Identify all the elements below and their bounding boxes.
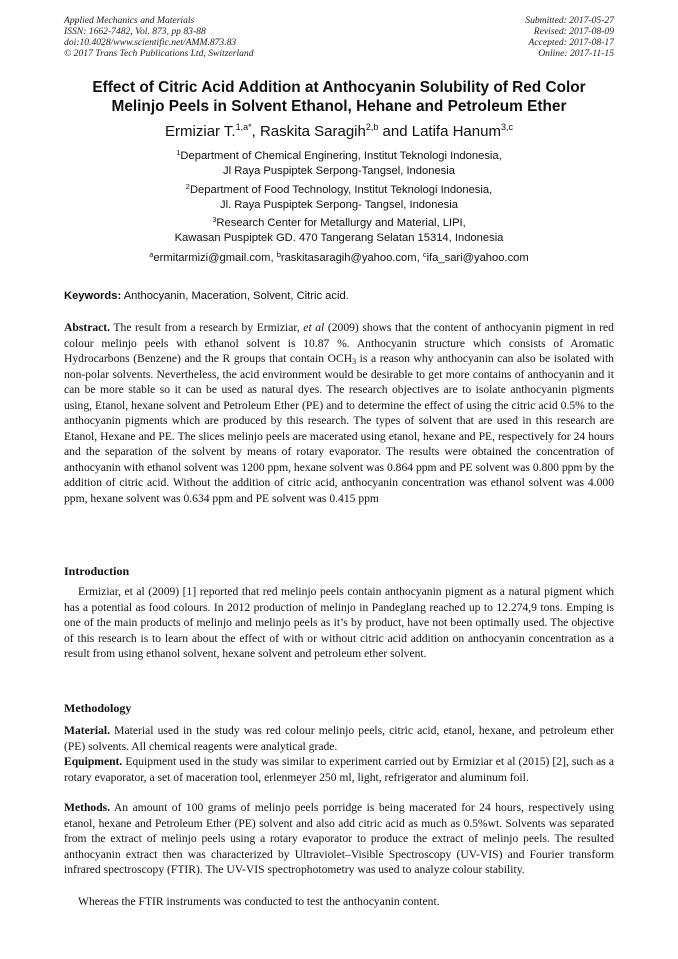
title-line-2: Melinjo Peels in Solvent Ethanol, Hehane and Petroleum Ether xyxy=(111,98,567,115)
introduction-heading: Introduction xyxy=(64,564,130,578)
author-separator: and xyxy=(378,123,412,140)
author-2: Raskita Saragih xyxy=(259,123,366,140)
email-b[interactable]: raskitasaragih@yahoo.com xyxy=(280,252,417,264)
journal-copyright: © 2017 Trans Tech Publications Ltd, Switzerland xyxy=(64,48,254,59)
email-c[interactable]: ifa_sari@yahoo.com xyxy=(426,252,529,264)
introduction-text: Ermiziar, et al (2009) [1] reported that red melinjo peels contain anthocyanin pigment as a natural pigment which has a potential as food colours. In 2012 production of melinjo in Pandeglang reached up to 12.274,9 tons. Emping is one of the main products of melinjo and melinjo peels as it’s by product, have not been optimally used. The objective of this research is to learn about the effect of with or without citric acid addition on anthocyanin concentration as a result from using ethanol solvent, hexane solvent and petroleum ether solvent. xyxy=(64,585,614,660)
email-separator: , xyxy=(270,252,277,264)
methods-text: An amount of 100 grams of melinjo peels porridge is being macerated for 24 hours, respectively using etanol, hexane and Petroleum Ether (PE) solvent and also add citric acid as much as 0.5%wt. Solvents was separated from the extract of melinjo peels using a rotary evaporator to produce the extract of melinjo peels. The resulted anthocyanin extract then was characterized by Ultraviolet–Visible Spectroscopy (UV-VIS) and Fourier transform infrared spectroscopy (FTIR). The UV-VIS spectrophotometry was used to analyze colour stability. xyxy=(64,801,614,876)
material-label: Material. xyxy=(64,724,111,737)
material-paragraph xyxy=(64,723,614,754)
affiliation-3 xyxy=(40,216,638,245)
ftir-paragraph: Whereas the FTIR instruments was conducted to test the anthocyanin content. xyxy=(78,895,440,908)
email-a[interactable]: ermitarmizi@gmail.com xyxy=(153,252,271,264)
title-line-1: Effect of Citric Acid Addition at Anthocyanin Solubility of Red Color xyxy=(92,79,586,96)
date-submitted: Submitted: 2017-05-27 xyxy=(525,15,614,26)
author-1-sup: 1,a* xyxy=(235,122,252,132)
abstract-text: The result from a research by Ermiziar, xyxy=(110,321,304,334)
email-marker: a xyxy=(149,250,154,259)
affiliation-1 xyxy=(40,149,638,178)
affiliation-line: Department of Food Technology, Institut Teknologi Indonesia, xyxy=(189,184,493,196)
affiliation-number: 2 xyxy=(185,182,190,191)
methodology-heading: Methodology xyxy=(64,701,132,715)
abstract-text: (2009) shows that the content of anthocyanin pigment in red colour melinjo peels with ethanol solvent is 10.87 %. Anthocyanin structure which consists of Aromatic Hydrocarbons (Benzene) and the R groups that contain OCH xyxy=(64,321,614,365)
material-text: Material used in the study was red colour melinjo peels, citric acid, etanol, hexane, and petroleum ether (PE) solvents. All chemical reagents were analytical grade. xyxy=(64,724,614,753)
keywords-text: Anthocyanin, Maceration, Solvent, Citric acid. xyxy=(121,290,349,302)
keywords-label: Keywords: xyxy=(64,290,122,302)
author-2-sup: 2,b xyxy=(365,122,379,132)
author-3: Latifa Hanum xyxy=(411,123,501,140)
affiliation-line: Jl. Raya Puspiptek Serpong- Tangsel, Indonesia xyxy=(220,198,458,211)
abstract-label: Abstract. xyxy=(64,321,111,334)
abstract-text: is a reason why anthocyanin can also be isolated with non-polar solvents. Nevertheless, the acid environment would be desirable to get more contains of anthocyanin and it can be more stable so it can be used as natural dyes. The research objectives are to isolate anthocyanin pigments using, Etanol, hexane solvent and Petroleum Ether (PE) and to determine the effect of using the citric acid 0.5% to the anthocyanin pigments which are produced by this research. The types of solvent that are used in this research are Etanol, Hexane and PE. The slices melinjo peels are macerated using etanol, hexane and PE, respectively for 24 hours and the separation of the solvent by means of rotary evaporator. The results were obtained the concentration of anthocyanin with ethanol solvent was 1200 ppm, hexane solvent was 0.864 ppm and PE solvent was 0.800 ppm by the addition of citric acid. Without the addition of citric acid, anthocyanin concentration was ethanol solvent was 4.000 ppm, hexane solvent was 0.634 ppm and PE solvent was 0.415 ppm xyxy=(64,352,614,505)
journal-doi: doi:10.4028/www.scientific.net/AMM.873.83 xyxy=(64,37,237,48)
affiliation-line: Kawasan Puspiptek GD. 470 Tangerang Selatan 15314, Indonesia xyxy=(174,231,504,244)
paper-title xyxy=(40,78,638,116)
methods-paragraph xyxy=(64,800,614,878)
journal-issn: ISSN: 1662-7482, Vol. 873, pp 83-88 xyxy=(64,26,206,37)
date-revised: Revised: 2017-08-09 xyxy=(533,26,614,37)
abstract-etal: et al xyxy=(303,321,325,334)
methods-label: Methods. xyxy=(64,801,111,814)
date-online: Online: 2017-11-15 xyxy=(538,48,614,59)
author-separator: , xyxy=(251,123,260,140)
keywords xyxy=(64,289,624,303)
abstract xyxy=(64,320,614,506)
affiliation-line: Jl Raya Puspiptek Serpong-Tangsel, Indonesia xyxy=(223,164,455,177)
affiliation-number: 3 xyxy=(212,215,217,224)
author-3-sup: 3,c xyxy=(500,122,513,132)
email-marker: b xyxy=(276,250,281,259)
email-separator: , xyxy=(416,252,423,264)
email-marker: c xyxy=(422,250,427,259)
equipment-label: Equipment. xyxy=(64,755,123,768)
affiliation-line: Research Center for Metallurgy and Material, LIPI, xyxy=(216,217,466,229)
affiliation-2 xyxy=(40,183,638,212)
author-list xyxy=(40,122,638,142)
journal-header-right xyxy=(525,15,614,59)
equipment-paragraph xyxy=(64,754,614,785)
journal-header-left xyxy=(64,15,254,59)
abstract-subscript: 3 xyxy=(352,357,357,366)
equipment-text: Equipment used in the study was similar to experiment carried out by Ermiziar et al (2015) [2], such as a rotary evaporator, a set of maceration tool, erlenmeyer 250 ml, light, refrigerator and aluminum foil. xyxy=(64,755,614,784)
author-emails xyxy=(40,251,638,265)
journal-name: Applied Mechanics and Materials xyxy=(64,15,195,26)
affiliation-line: Department of Chemical Enginering, Institut Teknologi Indonesia, xyxy=(180,150,502,162)
author-1: Ermiziar T. xyxy=(165,123,236,140)
affiliation-number: 1 xyxy=(176,148,181,157)
date-accepted: Accepted: 2017-08-17 xyxy=(528,37,614,48)
